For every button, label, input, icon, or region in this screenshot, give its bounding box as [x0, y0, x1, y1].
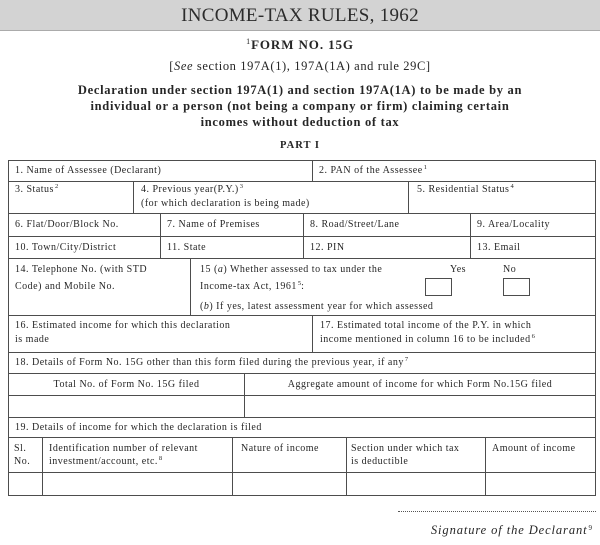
field-label: 4. Previous year(P.Y.)	[141, 184, 239, 195]
column-header-total-forms	[9, 374, 245, 395]
field-label: 5. Residential Status	[417, 184, 510, 195]
table-row	[9, 161, 595, 182]
table-row	[9, 418, 595, 438]
column-header-label: No.	[14, 456, 31, 467]
blank-cell	[9, 473, 43, 495]
reference-open: [	[169, 59, 175, 73]
blank-cell	[43, 473, 233, 495]
field-label: 8. Road/Street/Lane	[310, 219, 400, 230]
field-label: 17. Estimated total income of the P.Y. in which	[320, 320, 532, 331]
field-label: 10. Town/City/District	[15, 241, 117, 253]
heading-line: individual or a person (not being a company or firm) claiming certain	[90, 99, 510, 113]
question-number: 15 (	[200, 264, 218, 275]
field-area	[471, 214, 595, 236]
field-label: 2. PAN of the Assessee	[319, 165, 423, 176]
footnote-marker: 8	[158, 455, 163, 462]
field-income-details	[9, 418, 595, 437]
column-header-label: investment/account, etc.	[49, 456, 158, 467]
field-label: 13. Email	[477, 241, 521, 253]
blank-cell	[486, 473, 595, 495]
field-premises	[161, 214, 304, 236]
blank-cell	[233, 473, 347, 495]
question-open: (	[200, 301, 204, 312]
field-other-forms	[9, 353, 595, 373]
table-row	[9, 316, 595, 353]
signature-caption	[431, 522, 592, 538]
table-row	[9, 396, 595, 418]
footnote-marker: 5	[297, 280, 302, 287]
reference-text: section 197A(1), 197A(1A) and rule 29C]	[193, 59, 431, 73]
footnote-marker: 2	[54, 183, 59, 190]
field-previous-year	[134, 182, 409, 213]
part1-table	[8, 160, 596, 496]
declaration-heading	[0, 82, 600, 130]
field-label: 11. State	[167, 241, 207, 253]
blank-cell	[245, 396, 595, 417]
field-label: 7. Name of Premises	[167, 219, 260, 230]
blank-cell	[9, 396, 245, 417]
field-road	[304, 214, 471, 236]
form-number-footnote: 1	[246, 37, 251, 46]
field-label: 19. Details of income for which the declaration is filed	[15, 421, 262, 433]
column-header-label: Section under which tax	[351, 443, 460, 454]
column-header-nature-of-income	[233, 438, 347, 472]
table-row	[9, 259, 595, 316]
column-header-label: Identification number of relevant	[49, 443, 198, 454]
form-number	[0, 37, 600, 53]
column-header-label: is deductible	[351, 456, 409, 467]
heading-line: Declaration under section 197A(1) and section 197A(1A) to be made by an	[77, 83, 523, 97]
field-estimated-income	[9, 316, 313, 352]
column-header-serial-no	[9, 438, 43, 472]
heading-line: incomes without deduction of tax	[200, 115, 400, 129]
footnote-marker: 7	[404, 356, 409, 363]
field-flat	[9, 214, 161, 236]
field-assessed-to-tax	[191, 259, 595, 315]
field-label: is made	[15, 334, 50, 345]
form-number-text: FORM NO. 15G	[251, 37, 354, 52]
footnote-marker: 3	[239, 183, 244, 190]
table-row	[9, 237, 595, 259]
question-letter: b	[203, 301, 210, 312]
signature-dotted-line	[398, 511, 596, 512]
field-label: 14. Telephone No. (with STD	[15, 264, 148, 275]
question-text: Income-tax Act, 1961	[200, 281, 297, 292]
question-text: ) If yes, latest assessment year for which assessed	[209, 301, 434, 312]
yes-checkbox[interactable]	[425, 278, 452, 296]
field-label: Code) and Mobile No.	[15, 281, 115, 292]
field-estimated-total-income	[313, 316, 595, 352]
reference-see: See	[174, 59, 194, 73]
field-name-of-assessee	[9, 161, 313, 181]
column-header-label: Total No. of Form No. 15G filed	[53, 378, 200, 390]
rules-title-bar	[0, 0, 600, 31]
part-title: PART I	[280, 140, 320, 151]
footnote-marker: 1	[423, 164, 427, 171]
table-row	[9, 214, 595, 237]
column-header-aggregate-amount	[245, 374, 595, 395]
table-header-row	[9, 438, 595, 473]
footnote-marker: 9	[588, 524, 592, 532]
field-label: income mentioned in column 16 to be included	[320, 334, 531, 345]
field-label: 12. PIN	[310, 241, 345, 253]
field-telephone	[9, 259, 191, 315]
blank-cell	[347, 473, 486, 495]
table-header-row	[9, 374, 595, 396]
field-pin	[304, 237, 471, 258]
field-label: 1. Name of Assessee (Declarant)	[15, 165, 162, 176]
rules-title: INCOME-TAX RULES, 1962	[181, 5, 419, 26]
footnote-marker: 6	[531, 333, 535, 340]
column-header-section	[347, 438, 486, 472]
question-colon: :	[301, 281, 305, 292]
field-town	[9, 237, 161, 258]
signature-label: Signature of the Declarant	[430, 523, 588, 537]
field-pan	[313, 161, 595, 181]
column-header-label: Sl.	[14, 443, 27, 454]
column-header-amount	[486, 438, 595, 472]
column-header-label: Amount of income	[492, 443, 576, 454]
form-reference	[0, 58, 600, 74]
field-label: 6. Flat/Door/Block No.	[15, 219, 119, 230]
field-label: 3. Status	[15, 184, 54, 195]
table-row	[9, 182, 595, 214]
field-label: 18. Details of Form No. 15G other than this form filed during the previous year, if any	[15, 357, 404, 368]
column-header-label: Nature of income	[241, 443, 319, 454]
field-note: (for which declaration is being made)	[141, 198, 310, 209]
field-status	[9, 182, 134, 213]
no-checkbox[interactable]	[503, 278, 530, 296]
no-label: No	[503, 264, 517, 275]
table-row	[9, 473, 595, 495]
field-label: 16. Estimated income for which this declaration	[15, 320, 231, 331]
column-header-label: Aggregate amount of income for which Form No.15G filed	[287, 378, 553, 390]
table-row	[9, 353, 595, 374]
yes-label: Yes	[450, 264, 467, 275]
footnote-marker: 4	[510, 183, 514, 190]
question-letter: a	[217, 264, 224, 275]
field-label: 9. Area/Locality	[477, 219, 550, 230]
field-email	[471, 237, 595, 258]
field-state	[161, 237, 304, 258]
field-residential-status	[409, 182, 595, 213]
question-text: ) Whether assessed to tax under the	[223, 264, 383, 275]
column-header-identification-number	[43, 438, 233, 472]
